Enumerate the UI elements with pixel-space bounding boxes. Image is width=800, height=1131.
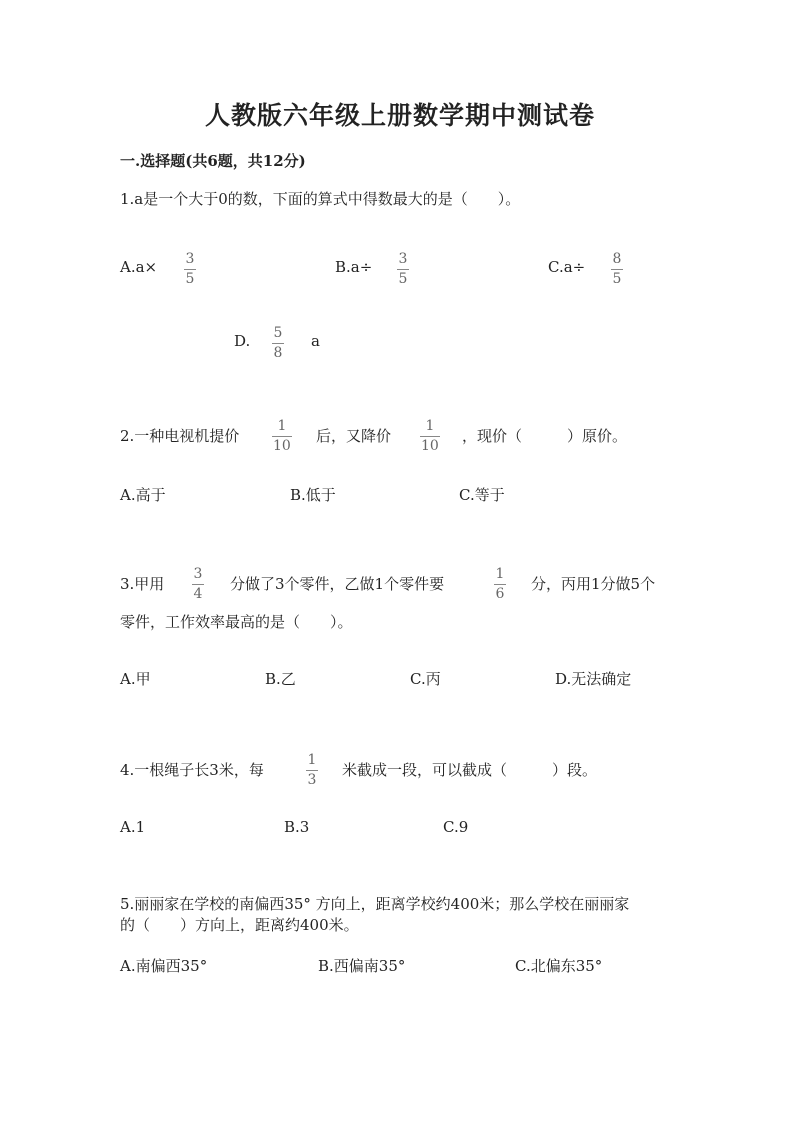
q3-option-b[interactable]: B.乙 [265,670,296,688]
q3-option-a[interactable]: A.甲 [120,670,151,688]
q1-option-b-fraction: 3 5 [398,251,408,287]
q2-fraction-1: 1 10 [273,418,291,454]
section-heading: 一.选择题(共6题，共12分) [120,152,306,170]
q4-option-b[interactable]: B.3 [284,818,310,836]
question-1-stem: 1.a是一个大于0的数，下面的算式中得数最大的是（ ）。 [120,190,521,208]
q1-option-c[interactable]: C.a÷ [548,258,586,276]
q2-option-a[interactable]: A.高于 [120,486,166,504]
question-4-stem-part-1: 4.一根绳子长3米，每 [120,761,264,779]
q4-option-c[interactable]: C.9 [443,818,469,836]
question-2-stem-part-1: 2.一种电视机提价 [120,427,240,445]
q4-option-a[interactable]: A.1 [120,818,146,836]
q1-option-b[interactable]: B.a÷ [335,258,373,276]
q5-option-a[interactable]: A.南偏西35° [120,957,208,975]
q1-option-c-fraction: 8 5 [612,251,622,287]
q3-fraction-2: 1 6 [495,566,505,602]
question-2-stem-part-3: ，现价（ ）原价。 [462,427,628,445]
q3-fraction-1: 3 4 [193,566,203,602]
question-3-stem-part-1: 3.甲用 [120,575,165,593]
q2-fraction-2: 1 10 [421,418,439,454]
q1-option-d-tail: a [311,332,320,350]
question-4-stem-part-2: 米截成一段，可以截成（ ）段。 [342,761,598,779]
question-5-stem-part-2: 的（ ）方向上，距离约400米。 [120,916,359,934]
q1-option-d-fraction: 5 8 [273,325,283,361]
page-title: 人教版六年级上册数学期中测试卷 [204,101,595,130]
q1-option-a[interactable]: A.a× [120,258,158,276]
question-3-stem-part-2: 分做了3个零件，乙做1个零件要 [230,575,445,593]
q5-option-b[interactable]: B.西偏南35° [318,957,406,975]
q2-option-b[interactable]: B.低于 [290,486,336,504]
q3-option-c[interactable]: C.丙 [410,670,441,688]
question-2-stem-part-2: 后，又降价 [316,427,392,445]
q1-option-a-fraction: 3 5 [185,251,195,287]
q4-fraction: 1 3 [307,752,317,788]
q5-option-c[interactable]: C.北偏东35° [515,957,603,975]
question-3-stem-part-4: 零件，工作效率最高的是（ ）。 [120,613,353,631]
question-5-stem-part-1: 5.丽丽家在学校的南偏西35° 方向上，距离学校约400米；那么学校在丽丽家 [120,895,630,913]
q2-option-c[interactable]: C.等于 [459,486,505,504]
question-3-stem-part-3: 分，丙用1分做5个 [531,575,656,593]
q1-option-d[interactable]: D. [234,332,251,350]
q3-option-d[interactable]: D.无法确定 [555,670,632,688]
